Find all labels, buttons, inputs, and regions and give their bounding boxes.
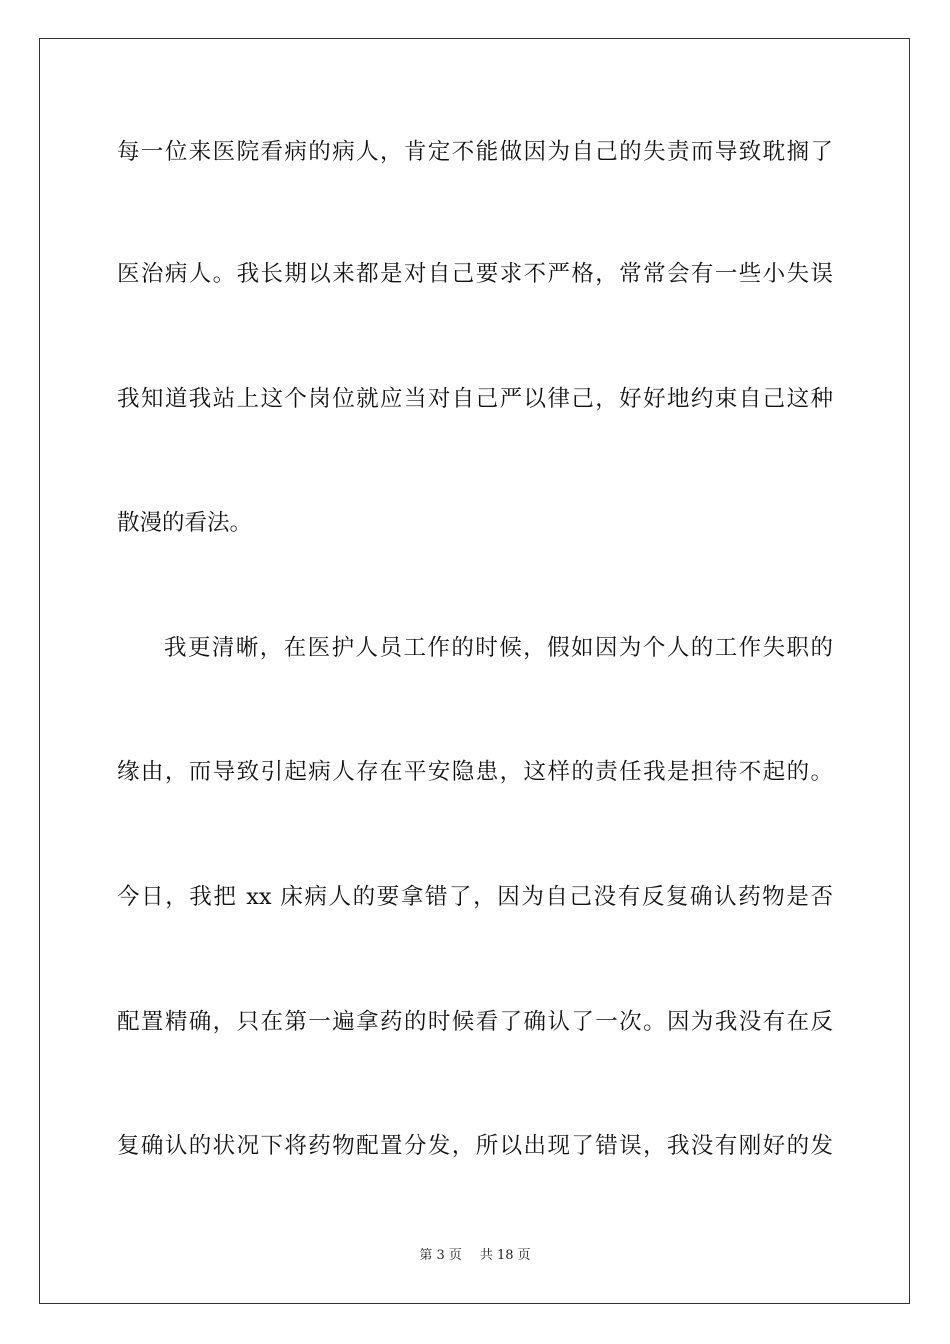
text-line-9: 复确认的状况下将药物配置分发，所以出现了错误，我没有刚好的发 — [117, 1133, 833, 1159]
text-line-8: 配置精确，只在第一遍拿药的时候看了确认了一次。因为我没有在反 — [117, 1009, 833, 1035]
total-pages: 共 18 页 — [479, 1248, 531, 1263]
page-frame — [39, 38, 910, 1304]
text-line-6: 缘由，而导致引起病人存在平安隐患，这样的责任我是担待不起的。 — [117, 759, 833, 785]
text-line-3: 我知道我站上这个岗位就应当对自己严以律己，好好地约束自己这种 — [117, 386, 833, 412]
page-footer — [0, 1247, 950, 1265]
text-line-5: 我更清晰，在医护人员工作的时候，假如因为个人的工作失职的 — [164, 635, 833, 661]
page-number: 第 3 页 — [419, 1248, 462, 1263]
text-line-4: 散漫的看法。 — [117, 510, 253, 536]
text-line-2: 医治病人。我长期以来都是对自己要求不严格，常常会有一些小失误 — [117, 261, 833, 287]
text-line-1: 每一位来医院看病的病人，肯定不能做因为自己的失责而导致耽搁了 — [117, 139, 833, 165]
text-line-7: 今日，我把 xx 床病人的要拿错了，因为自己没有反复确认药物是否 — [117, 884, 833, 910]
